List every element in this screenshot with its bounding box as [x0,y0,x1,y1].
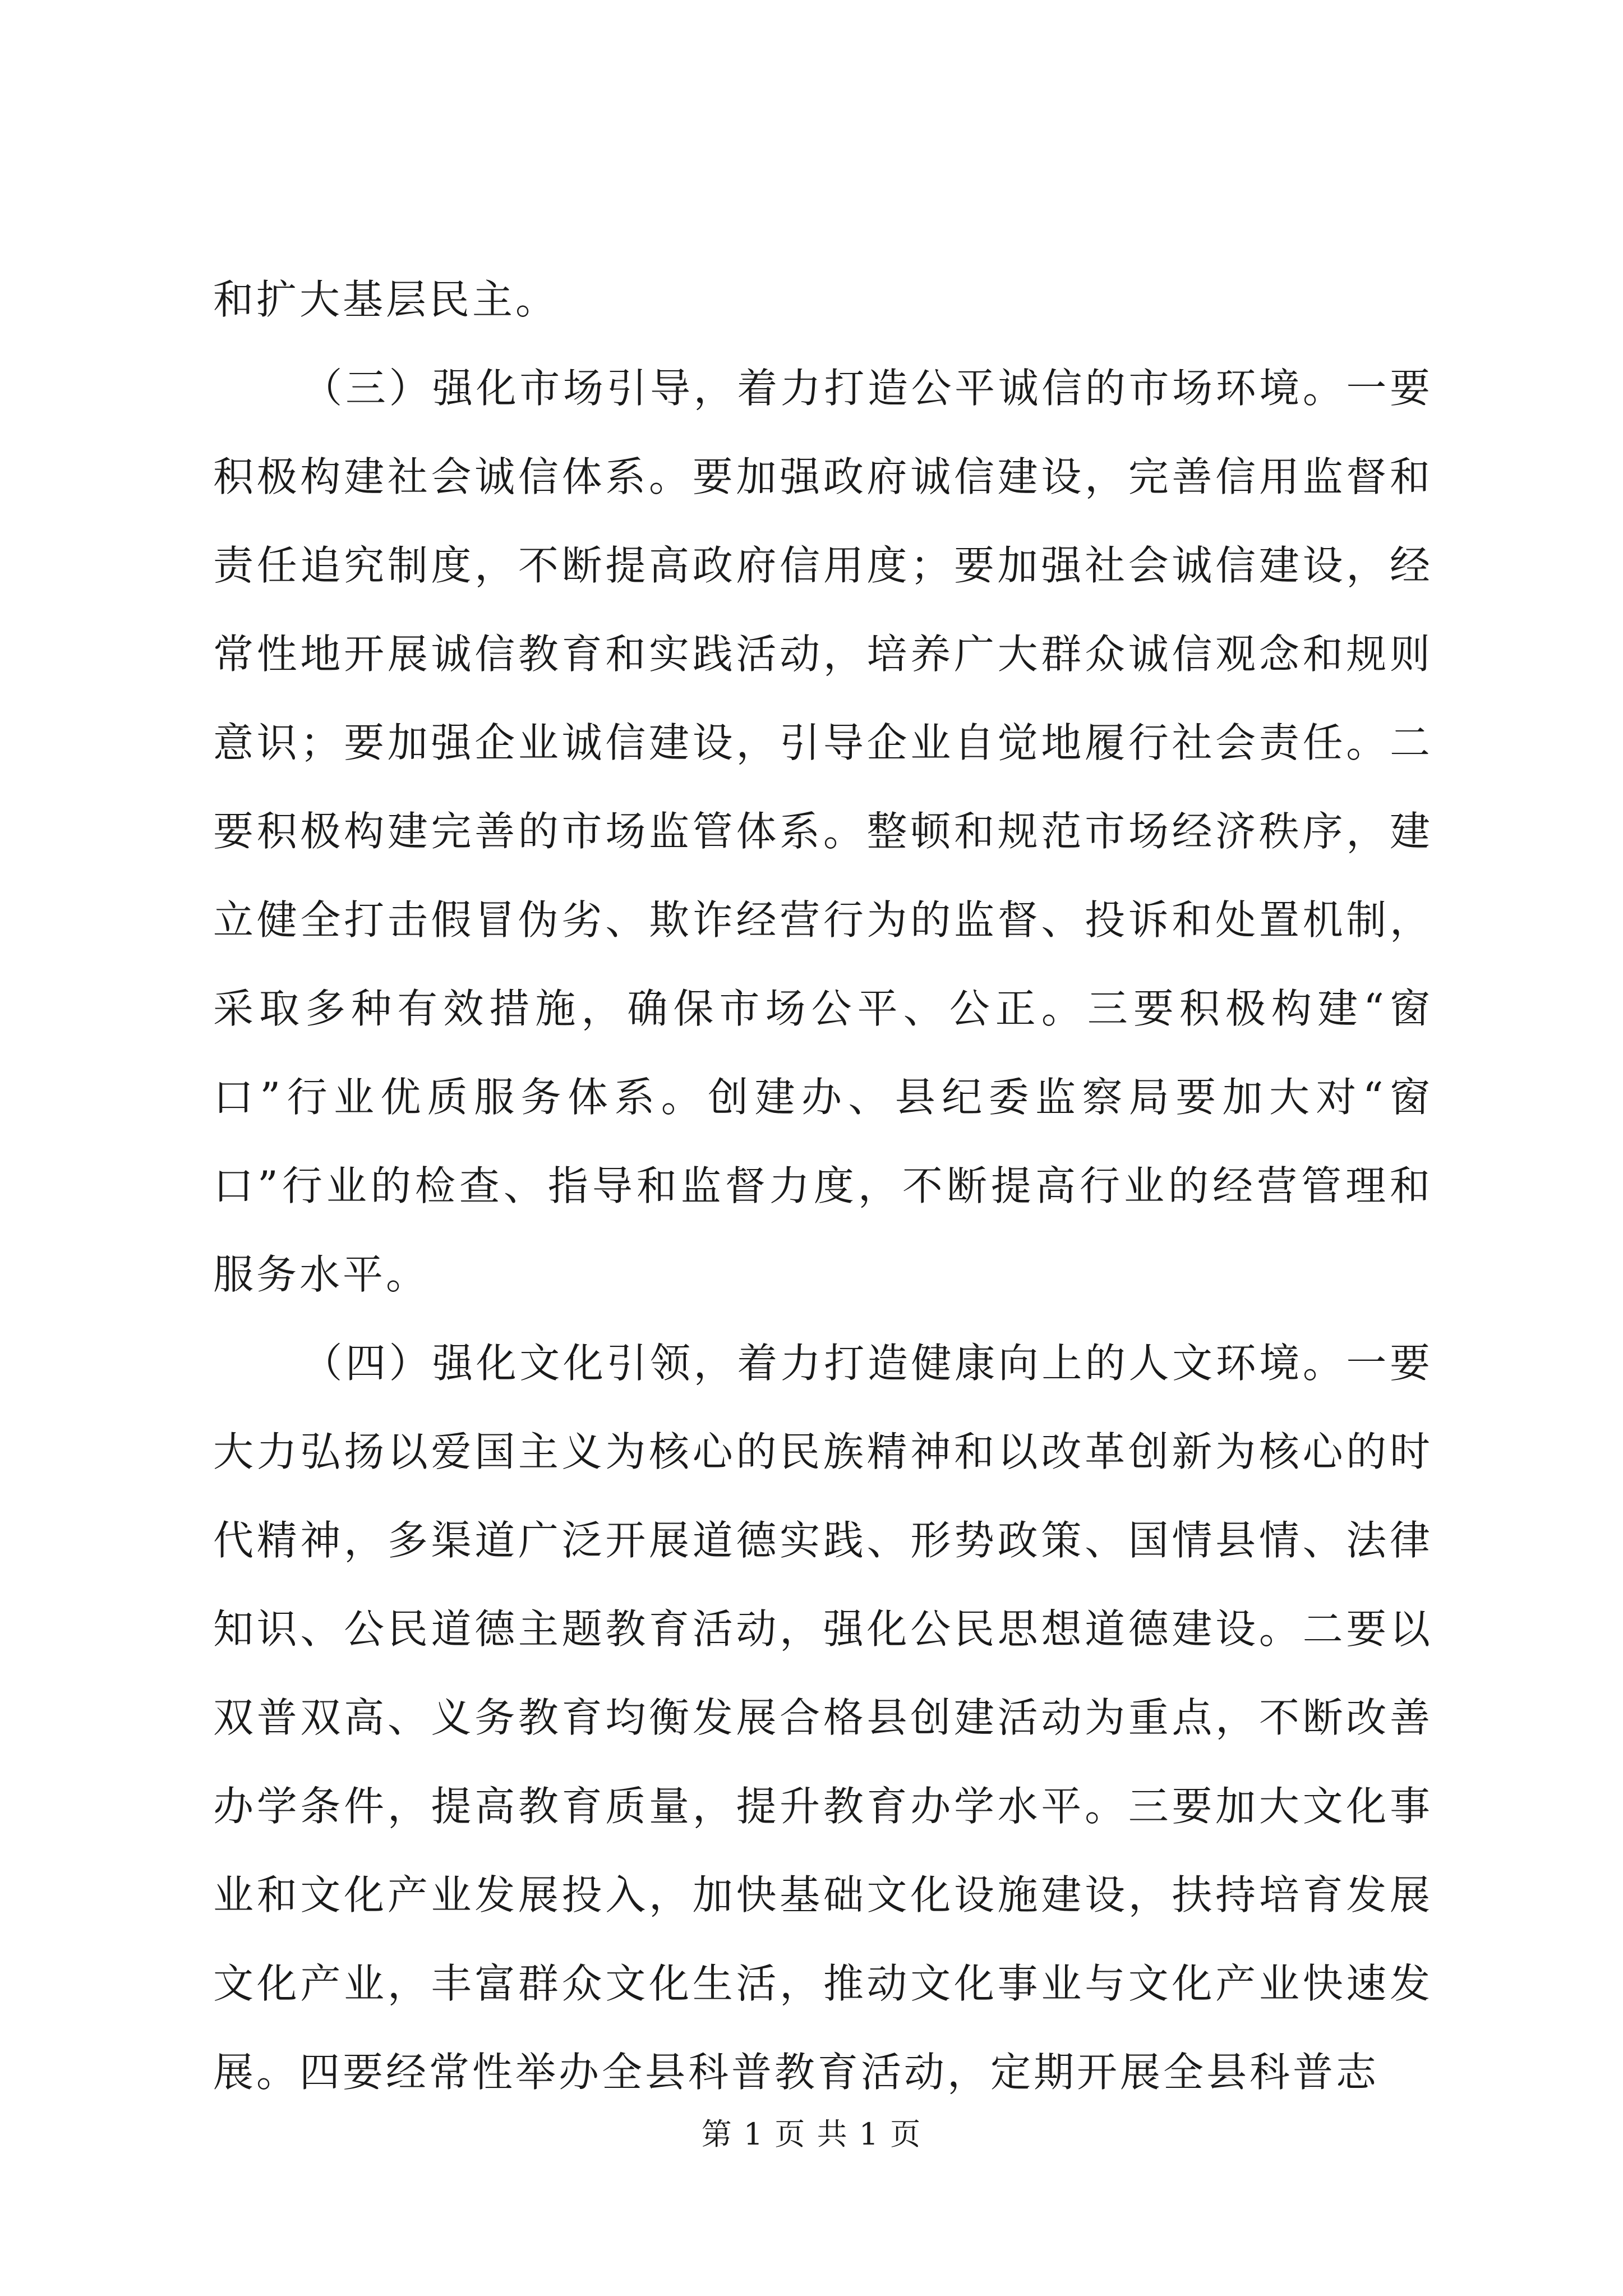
page-footer: 第 1 页 共 1 页 [701,2116,922,2152]
paragraph-market-guidance: （三）强化市场引导，着力打造公平诚信的市场环境。一要积极构建社会诚信体系。要加强政府诚信建设，完善信用监督和责任追究制度，不断提高政府信用度；要加强社会诚信建设，经常性地开展诚信教育和实践活动，培养广大群众诚信观念和规则意识；要加强企业诚信建设，引导企业自觉地履行社会责任。二要积极构建完善的市场监管体系。整顿和规范市场经济秩序，建立健全打击假冒伪劣、欺诈经营行为的监督、投诉和处置机制，采取多种有效措施，确保市场公平、公正。三要积极构建“窗口”行业优质服务体系。创建办、县纪委监察局要加大对“窗口”行业的检查、指导和监督力度，不断提高行业的经营管理和服务水平。 [213,365,1433,1298]
paragraph-culture-guidance: （四）强化文化引领，着力打造健康向上的人文环境。一要大力弘扬以爱国主义为核心的民族精神和以改革创新为核心的时代精神，多渠道广泛开展道德实践、形势政策、国情县情、法律知识、公民道德主题教育活动，强化公民思想道德建设。二要以双普双高、义务教育均衡发展合格县创建活动为重点，不断改善办学条件，提高教育质量，提升教育办学水平。三要加大文化事业和文化产业发展投入，加快基础文化设施建设，扶持培育发展文化产业，丰富群众文化生活，推动文化事业与文化产业快速发展。四要经常性举办全县科普教育活动，定期开展全县科普志 [213,1340,1433,2096]
paragraph-continuation: 和扩大基层民主。 [213,276,559,323]
document-body [213,255,1433,2116]
